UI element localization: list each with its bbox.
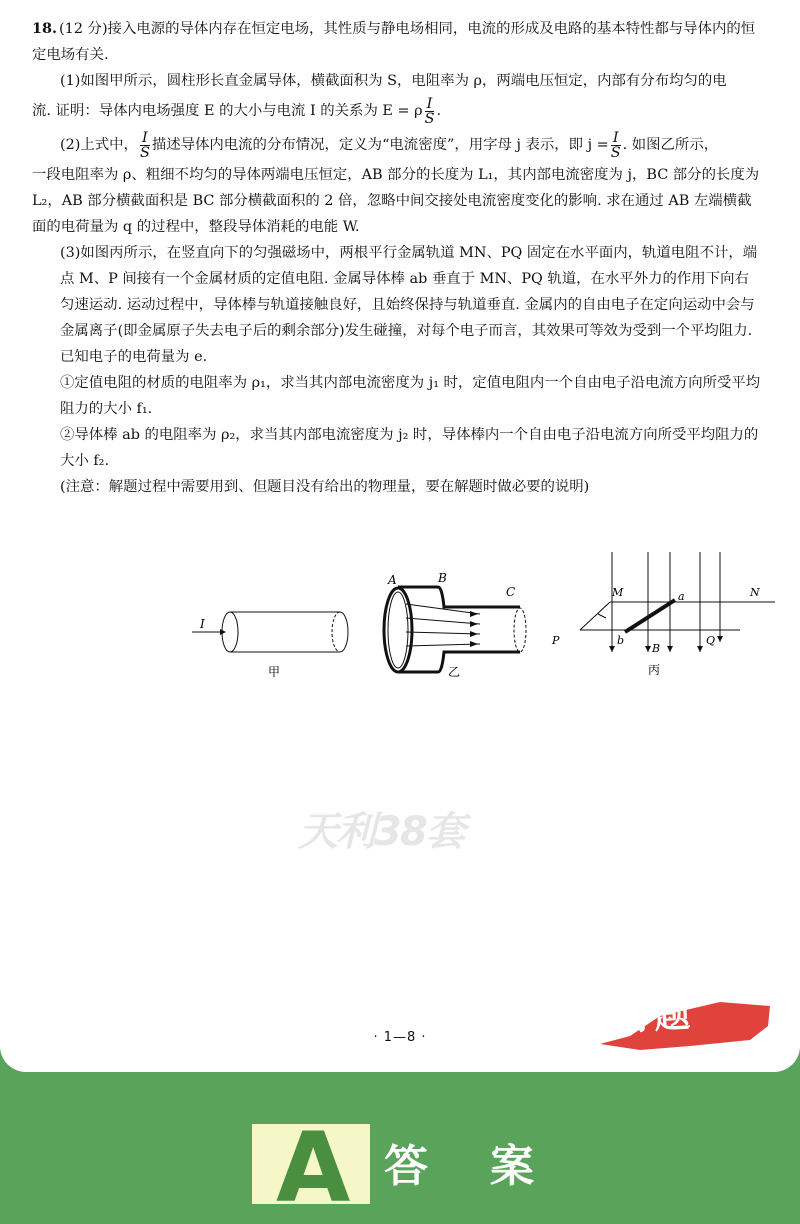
stamp-text: 好题 xyxy=(617,994,692,1039)
point-a-label: A xyxy=(388,573,397,587)
point-n-label: N xyxy=(750,586,760,599)
point-b-label: B xyxy=(438,571,447,585)
figures xyxy=(180,552,780,682)
part-3-2: ②导体棒 ab 的电阻率为 ρ₂，求当其内部电流密度为 j₂ 时，导体棒内一个自由电子沿电流方向所受平均阻力的大小 f₂. xyxy=(60,427,759,469)
fraction-i-over-s-2: $\frac{I}{S}$ xyxy=(139,129,150,161)
note: (注意：解题过程中需要用到、但题目没有给出的物理量，要在解题时做必要的说明) xyxy=(60,479,590,495)
fraction-i-over-s-3: $\frac{I}{S}$ xyxy=(610,129,621,161)
point-m-label: M xyxy=(612,586,624,599)
point-a-rod-label: a xyxy=(678,590,685,603)
part-2: (2)上式中， $\frac{I}{S}$ 描述导体内电流的分布情况，定义为“电流密度”，用字母 j 表示，即 j = $\frac{I}{S}$ . 如图乙所示， xyxy=(60,129,719,161)
part-3: (3)如图丙所示，在竖直向下的匀强磁场中，两根平行金属轨道 MN、PQ 固定在水平面内，轨道电阻不计，端点 M、P 间接有一个金属材质的定值电阻. 金属导体棒 ab 垂直于 MN、PQ 轨道，在水平外力的作用下向右匀速运动. 运动过程中，导体棒与轨道接触良好，且始终保持与轨道垂直. 金属内的自由电子在定向运动中会与金属离子(即金属原子失去电子后的剩余部分)发生碰撞，对每个电子而言，其效果可等效为受到一个平均阻力. 已知电子的电荷量为 e. xyxy=(60,245,758,365)
watermark: 天利38套 xyxy=(298,809,464,855)
fig3-caption: 丙 xyxy=(648,663,661,677)
part-3-1: ①定值电阻的材质的电阻率为 ρ₁，求当其内部电流密度为 j₁ 时，定值电阻内一个自由电子沿电流方向所受平均阻力的大小 f₁. xyxy=(60,375,761,417)
page-number: · 1—8 · xyxy=(373,1030,427,1045)
question-text xyxy=(32,16,762,500)
part-2-cont: 一段电阻率为 ρ、粗细不均匀的导体两端电压恒定，AB 部分的长度为 L₁，其内部电流密度为 j，BC 部分的长度为 L₂，AB 部分横截面积是 BC 部分横截面积的 2 倍，忽略中间交接处电流密度变化的影响. 求在通过 AB 左端横截面的电荷量为 q 的过程中，整段导体消耗的电能 W. xyxy=(32,167,760,235)
question-number: 18. xyxy=(32,20,58,37)
point-p-label: P xyxy=(552,634,560,647)
fig1-caption: 甲 xyxy=(268,665,281,679)
point-b-rod-label: b xyxy=(617,634,625,647)
fig2-caption: 乙 xyxy=(448,665,461,679)
current-label: I xyxy=(200,617,205,631)
part-1-cont: 流. 证明：导体内电场强度 E 的大小与电流 I 的关系为 E = ρ $\frac{I}{S}$ . xyxy=(32,95,442,127)
field-b-label: B xyxy=(652,642,661,655)
part-1: (1)如图甲所示，圆柱形长直金属导体，横截面积为 S，电阻率为 ρ，两端电压恒定，内部有分布均匀的电 xyxy=(60,73,727,89)
question-intro: 18. (12 分)接入电源的导体内存在恒定电场，其性质与静电场相同，电流的形成及电路的基本特性都与导体内的恒定电场有关. xyxy=(32,20,756,63)
point-c-label: C xyxy=(506,585,516,599)
figure-bing xyxy=(551,552,775,677)
fraction-i-over-s: $\frac{I}{S}$ xyxy=(424,95,435,127)
answer-letter: A xyxy=(276,1112,351,1224)
point-q-label: Q xyxy=(706,634,716,647)
figure-yi xyxy=(384,571,526,679)
answer-title: 答案 xyxy=(384,1141,596,1192)
figure-jia xyxy=(192,612,348,679)
